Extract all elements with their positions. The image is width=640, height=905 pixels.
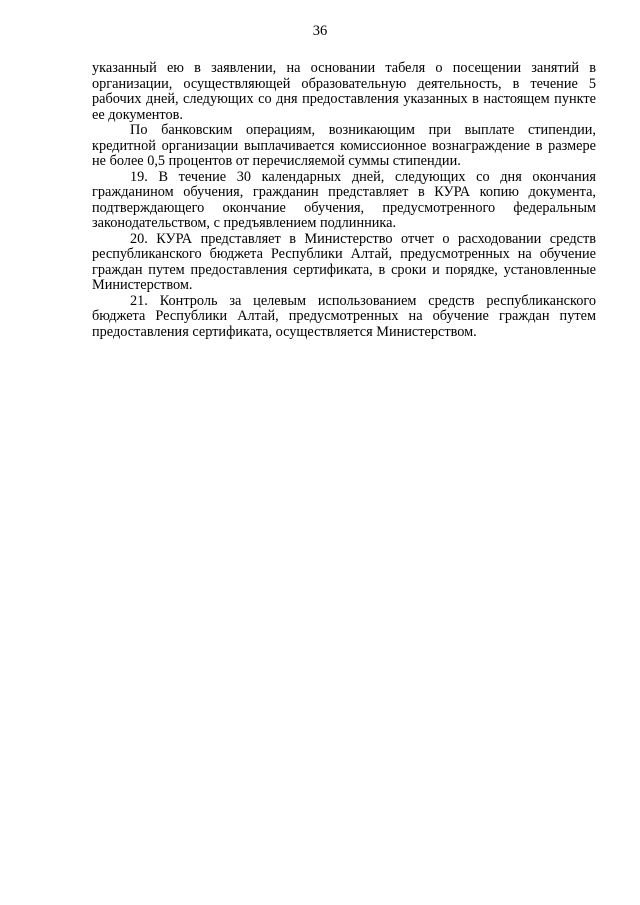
paragraph-item-19: 19. В течение 30 календарных дней, следующих со дня окончания гражданином обучения, гражданин представляет в КУРА копию документа, подтверждающего окончание обучения, предусмотренного федеральным законодательством, с предъявлением подлинника. (92, 168, 596, 231)
paragraph-item-21: 21. Контроль за целевым использованием средств республиканского бюджета Республики Алтай, предусмотренных на обучение граждан путем предоставления сертификата, осуществляется Министерством. (92, 292, 596, 340)
paragraph-continuation: указанный ею в заявлении, на основании табеля о посещении занятий в организации, осуществляющей образовательную деятельность, в течение 5 рабочих дней, следующих со дня предоставления указанных в настоящем пункте ее документов. (92, 60, 596, 123)
paragraph-bank-commission: По банковским операциям, возникающим при выплате стипендии, кредитной организации выплачивается комиссионное вознаграждение в размере не более 0,5 процентов от перечисляемой суммы стипендии. (92, 122, 596, 169)
document-body (92, 61, 596, 340)
paragraph-item-20: 20. КУРА представляет в Министерство отчет о расходовании средств республиканского бюджета Республики Алтай, предусмотренных на обучение граждан путем предоставления сертификата, в сроки и порядке, установленные Министерством. (92, 230, 596, 293)
page-number: 36 (312, 23, 328, 39)
